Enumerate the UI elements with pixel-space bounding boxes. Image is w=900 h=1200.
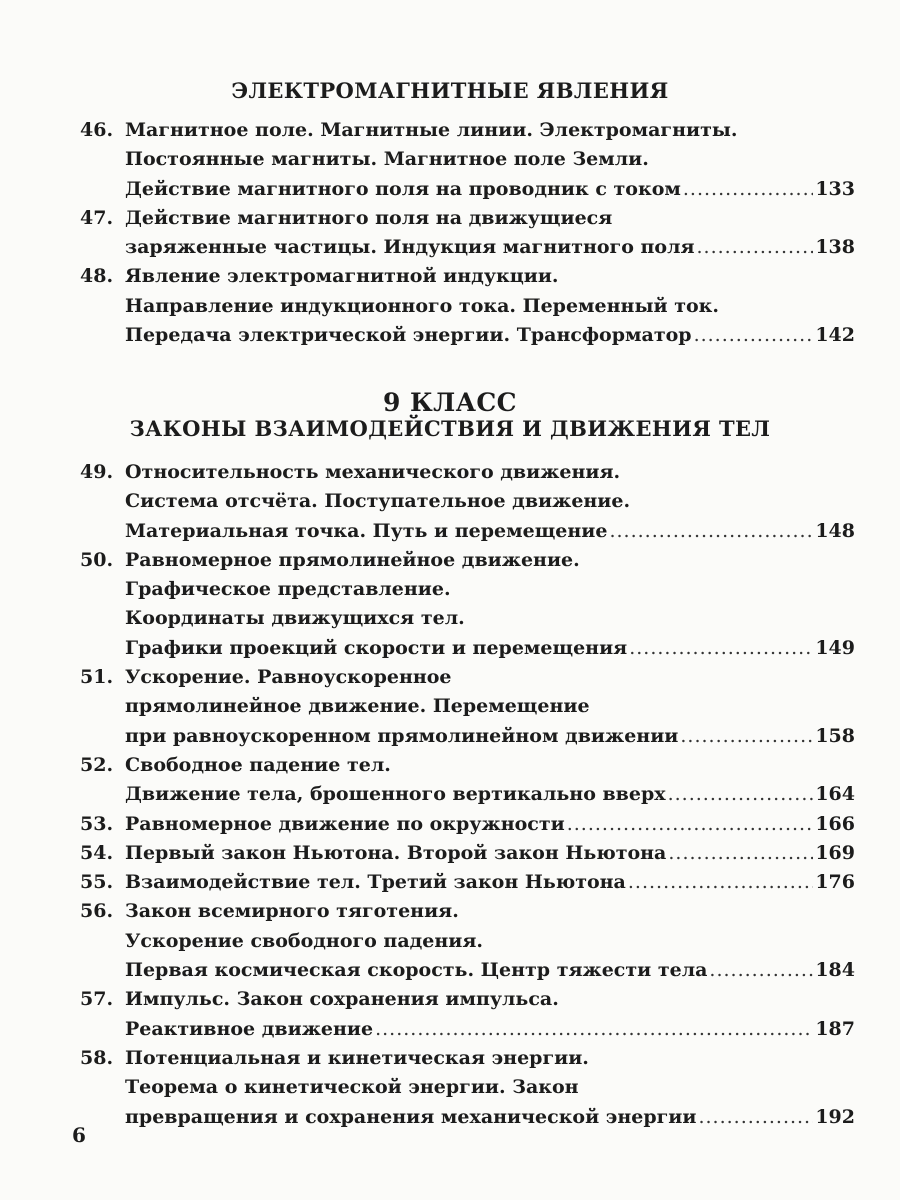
toc-entry-line xyxy=(80,1015,855,1044)
toc-entry-number: 48. xyxy=(80,265,114,288)
toc-entry xyxy=(80,663,855,751)
toc-entry-line xyxy=(80,546,855,575)
toc-dot-leader xyxy=(628,868,813,897)
toc-entry-line xyxy=(80,751,855,780)
toc-page-number: 187 xyxy=(815,1017,855,1040)
section-heading-laws-of-motion: ЗАКОНЫ ВЗАИМОДЕЙСТВИЯ И ДВИЖЕНИЯ ТЕЛ xyxy=(129,416,771,441)
toc-entry-title: Ускорение свободного падения. xyxy=(125,929,484,952)
toc-entry-line xyxy=(80,839,855,868)
toc-entry-number: 52. xyxy=(80,753,114,776)
section-heading-electromagnetic: ЭЛЕКТРОМАГНИТНЫЕ ЯВЛЕНИЯ xyxy=(231,78,669,103)
toc-entry xyxy=(80,262,855,350)
toc-entry xyxy=(80,1044,855,1132)
toc-entry-line xyxy=(80,204,855,233)
toc-entry-title: Явление электромагнитной индукции. xyxy=(125,265,559,288)
toc-dot-leader xyxy=(609,517,813,546)
toc-entry-title: Передача электрической энергии. Трансформатор xyxy=(125,324,692,347)
toc-entry-title: Импульс. Закон сохранения импульса. xyxy=(125,988,559,1011)
toc-dot-leader xyxy=(375,1015,813,1044)
toc-entry-title: Материальная точка. Путь и перемещение xyxy=(125,519,608,542)
toc-entry xyxy=(80,116,855,204)
toc-entry-number: 55. xyxy=(80,871,114,894)
toc-entry-number: 53. xyxy=(80,812,114,835)
toc-entry-number: 49. xyxy=(80,461,114,483)
toc-entry-line xyxy=(80,1103,855,1132)
toc-entry xyxy=(80,751,855,810)
toc-entry-title: Ускорение. Равноускоренное xyxy=(125,666,452,689)
toc-section-laws-of-motion xyxy=(80,458,855,1132)
toc-entry-number: 54. xyxy=(80,841,114,864)
toc-entry-number: 51. xyxy=(80,666,114,689)
toc-page-number: 166 xyxy=(815,812,855,835)
toc-entry-title: Равномерное движение по окружности xyxy=(125,812,565,835)
toc-entry-line xyxy=(80,722,855,751)
toc-entry-title: заряженные частицы. Индукция магнитного поля xyxy=(125,236,695,259)
toc-entry-number: 46. xyxy=(80,119,114,141)
toc-entry-line xyxy=(80,175,855,204)
toc-entry xyxy=(80,839,855,868)
grade-heading: 9 КЛАСС xyxy=(383,388,517,417)
toc-dot-leader xyxy=(668,780,814,809)
toc-entry-title: Первый закон Ньютона. Второй закон Ньютона xyxy=(125,841,667,864)
toc-entry-title: Магнитное поле. Магнитные линии. Электромагниты. xyxy=(125,119,738,141)
toc-entry-line xyxy=(80,634,855,663)
toc-entry-line xyxy=(80,897,855,926)
toc-entry-title: Реактивное движение xyxy=(125,1017,374,1040)
toc-entry-number: 47. xyxy=(80,206,114,229)
toc-entry-line xyxy=(80,1073,855,1102)
toc-dot-leader xyxy=(683,175,813,204)
toc-page-number: 142 xyxy=(815,324,855,347)
toc-entry-title: Первая космическая скорость. Центр тяжести тела xyxy=(125,959,708,982)
toc-entry-line xyxy=(80,604,855,633)
toc-page-number: 164 xyxy=(815,783,855,806)
toc-entry-line xyxy=(80,956,855,985)
toc-entry-line xyxy=(80,292,855,321)
toc-entry-title: Закон всемирного тяготения. xyxy=(125,900,459,923)
toc-entry-title: Относительность механического движения. xyxy=(125,461,621,483)
toc-entry-line xyxy=(80,233,855,262)
toc-entry-line xyxy=(80,116,855,145)
toc-entry-number: 50. xyxy=(80,548,114,571)
toc-entry-line xyxy=(80,985,855,1014)
toc-entry-number: 57. xyxy=(80,988,114,1011)
toc-entry-title: Свободное падение тел. xyxy=(125,753,391,776)
toc-entry-line xyxy=(80,517,855,546)
toc-entry-line xyxy=(80,927,855,956)
toc-entry-line xyxy=(80,810,855,839)
toc-entry-line xyxy=(80,663,855,692)
toc-entry-title: при равноускоренном прямолинейном движении xyxy=(125,724,679,747)
toc-entry-title: Постоянные магниты. Магнитное поле Земли. xyxy=(125,148,649,171)
page-number: 6 xyxy=(72,1123,86,1147)
toc-entry-title: Система отсчёта. Поступательное движение. xyxy=(125,490,631,513)
toc-entry xyxy=(80,985,855,1044)
toc-page-number: 176 xyxy=(815,871,855,894)
toc-entry xyxy=(80,458,855,546)
toc-page-number: 158 xyxy=(815,724,855,747)
toc-dot-leader xyxy=(567,810,814,839)
toc-entry-line xyxy=(80,575,855,604)
toc-entry-title: Движение тела, брошенного вертикально вверх xyxy=(125,783,666,806)
toc-entry xyxy=(80,897,855,985)
toc-entry-line xyxy=(80,487,855,516)
toc-page-number: 149 xyxy=(815,636,855,659)
toc-page-number: 169 xyxy=(815,841,855,864)
toc-entry-title: Взаимодействие тел. Третий закон Ньютона xyxy=(125,871,626,894)
toc-entry-title: превращения и сохранения механической энергии xyxy=(125,1105,697,1128)
toc-entry-line xyxy=(80,1044,855,1073)
toc-dot-leader xyxy=(694,321,814,350)
toc-entry xyxy=(80,546,855,663)
toc-entry-number: 56. xyxy=(80,900,114,923)
toc-entry xyxy=(80,868,855,897)
toc-entry xyxy=(80,204,855,263)
toc-page-number: 138 xyxy=(815,236,855,259)
toc-dot-leader xyxy=(709,956,813,985)
toc-entry-title: Графическое представление. xyxy=(125,578,451,601)
toc-page-number: 148 xyxy=(815,519,855,542)
toc-dot-leader xyxy=(698,1103,813,1132)
toc-dot-leader xyxy=(680,722,813,751)
toc-entry-title: Графики проекций скорости и перемещения xyxy=(125,636,628,659)
toc-dot-leader xyxy=(697,233,814,262)
toc-page-number: 192 xyxy=(815,1105,855,1128)
toc-entry-line xyxy=(80,868,855,897)
toc-entry-title: Действие магнитного поля на движущиеся xyxy=(125,206,613,229)
toc-entry-line xyxy=(80,145,855,174)
toc-entry-title: Направление индукционного тока. Переменный ток. xyxy=(125,294,719,317)
toc-entry-title: прямолинейное движение. Перемещение xyxy=(125,695,590,718)
toc-entry-line xyxy=(80,458,855,487)
toc-entry-title: Равномерное прямолинейное движение. xyxy=(125,548,580,571)
toc-entry-line xyxy=(80,321,855,350)
toc-entry-title: Координаты движущихся тел. xyxy=(125,607,465,630)
toc-entry-number: 58. xyxy=(80,1046,114,1069)
toc-entry xyxy=(80,810,855,839)
toc-entry-line xyxy=(80,692,855,721)
toc-dot-leader xyxy=(668,839,813,868)
toc-entry-line xyxy=(80,262,855,291)
toc-page-number: 184 xyxy=(815,959,855,982)
toc-entry-line xyxy=(80,780,855,809)
toc-section-electromagnetic xyxy=(80,116,855,350)
toc-entry-title: Теорема о кинетической энергии. Закон xyxy=(125,1076,579,1099)
toc-entry-title: Потенциальная и кинетическая энергии. xyxy=(125,1046,589,1069)
toc-entry-title: Действие магнитного поля на проводник с током xyxy=(125,177,681,200)
toc-dot-leader xyxy=(629,634,813,663)
toc-page-number: 133 xyxy=(815,177,855,200)
